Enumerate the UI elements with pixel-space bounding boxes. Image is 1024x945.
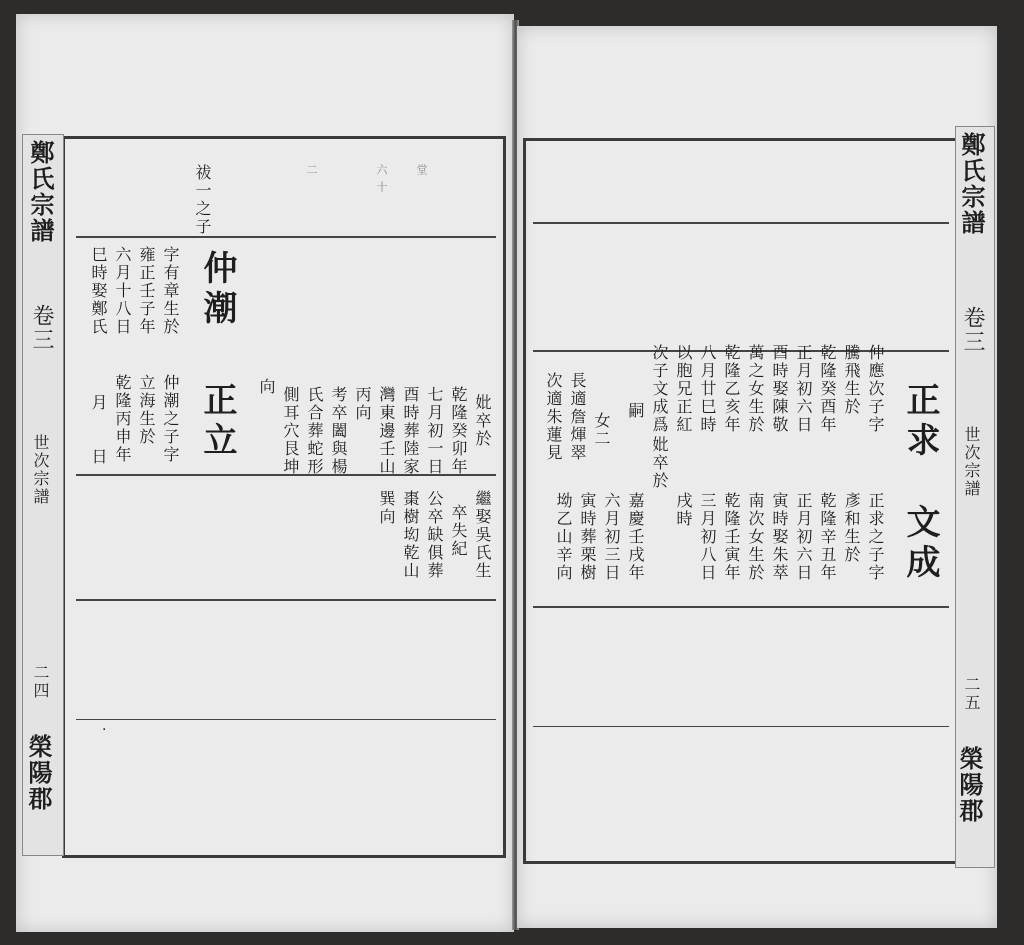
- right-entry2-line: 正求之子字: [866, 492, 885, 582]
- left-entry1-note: 向: [257, 378, 276, 396]
- left-entry2-line: 立海生於: [137, 374, 156, 446]
- right-entry1-line: 仲應次子字: [866, 344, 885, 434]
- right-margin-title: 鄭氏宗譜: [957, 132, 986, 236]
- left-margin-hall: 榮陽郡: [24, 734, 53, 812]
- right-entry2-name: 文成: [900, 504, 940, 584]
- right-entry1-line: 以胞兄正紅: [674, 344, 693, 434]
- right-entry2-line: 六月初三日: [602, 492, 621, 582]
- left-margin-volume: 卷三: [29, 304, 54, 352]
- left-entry1-note: 丙向: [353, 386, 372, 422]
- right-entry2-line: 嘉慶壬戌年: [626, 492, 645, 582]
- right-entry1-line: 萬之女生於: [746, 344, 765, 434]
- right-entry1-line: 正月初六日: [794, 344, 813, 434]
- left-entry1-name: 仲潮: [197, 250, 237, 330]
- left-entry1-note: 酉時葬陸家: [401, 386, 420, 476]
- left-entry2-line: 乾隆丙申年: [113, 374, 132, 464]
- right-entry2-line: 南次女生於: [746, 492, 765, 582]
- right-row-divider-2: [533, 350, 949, 352]
- left-entry2-note: 卒失紀: [449, 504, 468, 558]
- left-entry1-note: 氏合葬蛇形: [305, 386, 324, 476]
- left-faded-text: 堂: [415, 164, 428, 181]
- left-margin-title: 鄭氏宗譜: [26, 140, 55, 244]
- left-margin-folio: 二四: [31, 664, 50, 700]
- right-entry2-line: 三月初八日: [698, 492, 717, 582]
- left-margin-subtitle: 世次宗譜: [31, 434, 50, 506]
- right-margin-folio: 二五: [962, 676, 981, 712]
- right-row-divider-1: [533, 222, 949, 224]
- right-entry2-line: 妣卒於: [650, 436, 669, 490]
- left-entry2-note: 繼娶吳氏生: [473, 490, 492, 580]
- left-top-note: 祓一之子: [193, 164, 212, 236]
- right-margin-volume: 卷三: [960, 306, 985, 354]
- right-entry1-daughters: 次適朱蓮見: [544, 372, 563, 462]
- left-entry1-note: 考卒闔與楊: [329, 386, 348, 476]
- left-page: [16, 14, 514, 932]
- right-entry1-line: 嗣: [626, 402, 645, 420]
- left-entry2-note: 巽向: [377, 490, 396, 526]
- left-entry2-note: 棗樹㘭乾山: [401, 490, 420, 580]
- right-entry2-line: 戌時: [674, 492, 693, 528]
- right-entry1-line: 次子文成爲: [650, 344, 669, 434]
- right-entry2-line: 乾隆辛丑年: [818, 492, 837, 582]
- right-entry1-daughters: 長適詹煇翠: [568, 372, 587, 462]
- right-entry1-line: 乾隆乙亥年: [722, 344, 741, 434]
- ink-mark: ·: [102, 722, 107, 738]
- left-entry1-note: 七月初一日: [425, 386, 444, 476]
- right-entry1-daughters: 女二: [592, 412, 611, 448]
- left-entry1-note: 乾隆癸卯年: [449, 386, 468, 476]
- left-entry1-line: 字有章生於: [161, 246, 180, 336]
- right-entry2-line: 寅時葬栗樹: [578, 492, 597, 582]
- left-faded-text: 六十: [375, 164, 388, 198]
- right-row-divider-4: [533, 726, 949, 727]
- left-row-divider-3: [76, 599, 496, 601]
- right-margin-hall: 榮陽郡: [955, 746, 984, 824]
- left-row-divider-4: [76, 719, 496, 720]
- right-entry1-name: 正求: [900, 382, 940, 462]
- left-entry2-line: 月 日: [89, 394, 108, 466]
- left-entry1-note: 妣卒於: [473, 394, 492, 448]
- right-row-divider-3: [533, 606, 949, 608]
- left-entry1-note: 側耳穴艮坤: [281, 386, 300, 476]
- right-entry1-line: 騰飛生於: [842, 344, 861, 416]
- left-entry1-line: 雍正壬子年: [137, 246, 156, 336]
- right-entry1-line: 八月廿巳時: [698, 344, 717, 434]
- right-entry2-line: 正月初六日: [794, 492, 813, 582]
- right-entry2-line: 坳乙山辛向: [554, 492, 573, 582]
- left-entry1-line: 巳時娶鄭氏: [89, 246, 108, 336]
- right-page: [517, 26, 997, 928]
- right-entry1-line: 乾隆癸酉年: [818, 344, 837, 434]
- left-entry2-line: 仲潮之子字: [161, 374, 180, 464]
- left-faded-text: 二: [305, 164, 318, 181]
- left-entry1-line: 六月十八日: [113, 246, 132, 336]
- left-entry2-name: 正立: [197, 382, 237, 462]
- right-margin-subtitle: 世次宗譜: [962, 426, 981, 498]
- right-entry1-line: 酉時娶陳敬: [770, 344, 789, 434]
- right-entry2-line: 彥和生於: [842, 492, 861, 564]
- right-entry2-line: 寅時娶朱萃: [770, 492, 789, 582]
- left-row-divider-1: [76, 236, 496, 238]
- left-entry2-note: 公卒缺俱葬: [425, 490, 444, 580]
- right-entry2-line: 乾隆壬寅年: [722, 492, 741, 582]
- left-entry1-note: 灣東邊壬山: [377, 386, 396, 476]
